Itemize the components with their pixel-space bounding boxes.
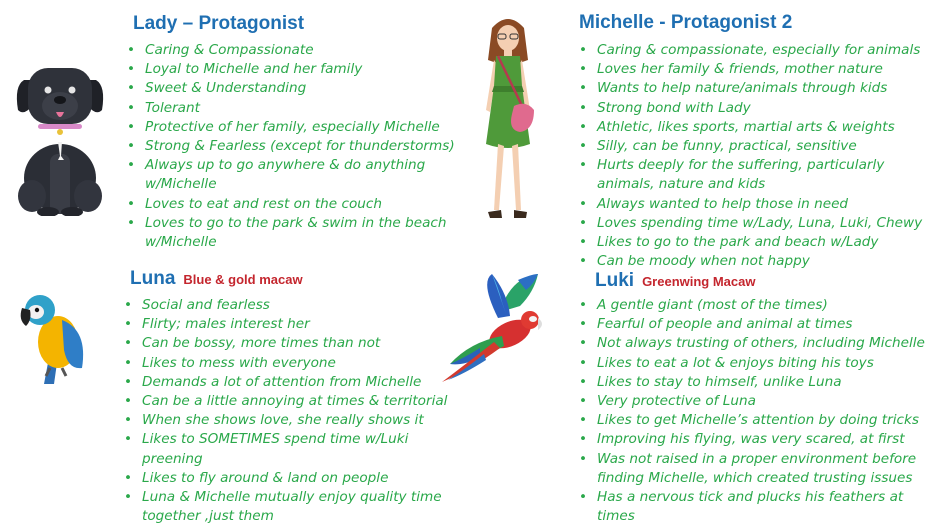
michelle-trait-item: • Strong bond with Lady: [579, 99, 934, 118]
luki-trait-item: • Improving his flying, was very scared, at first: [579, 430, 934, 449]
luna-trait-item: • When she shows love, she really shows it: [124, 411, 466, 430]
luna-trait-list: [124, 296, 466, 526]
luna-trait-item: • Demands a lot of attention from Michelle: [124, 373, 466, 392]
michelle-trait-list: [579, 41, 934, 271]
luna-trait-item: • Can be a little annoying at times & territorial: [124, 392, 466, 411]
michelle-trait-item: • Loves spending time w/Lady, Luna, Luki, Chewy: [579, 214, 934, 233]
lady-trait-item: • Protective of her family, especially Michelle: [127, 118, 462, 137]
michelle-title: Michelle - Protagonist 2: [579, 12, 793, 33]
luna-trait-item: • Luna & Michelle mutually enjoy quality time together ,just them: [124, 488, 466, 526]
luna-trait-item: • Likes to SOMETIMES spend time w/Luki preening: [124, 430, 466, 468]
michelle-trait-item: • Likes to go to the park and beach w/Lady: [579, 233, 934, 252]
dog-icon: [12, 66, 108, 216]
luna-trait-item: • Likes to fly around & land on people: [124, 469, 466, 488]
luki-trait-item: • Likes to eat a lot & enjoys biting his toys: [579, 354, 934, 373]
lady-trait-item: • Sweet & Understanding: [127, 79, 462, 98]
luki-trait-item: • Not always trusting of others, including Michelle: [579, 334, 934, 353]
luki-trait-item: • Likes to stay to himself, unlike Luna: [579, 373, 934, 392]
luki-trait-item: • Very protective of Luna: [579, 392, 934, 411]
lady-title: Lady – Protagonist: [133, 13, 305, 34]
lady-trait-list: [127, 41, 462, 252]
luki-name: Luki: [595, 270, 635, 291]
luna-title: [130, 268, 303, 290]
michelle-trait-item: • Loves her family & friends, mother nature: [579, 60, 934, 79]
luki-trait-item: • Fearful of people and animal at times: [579, 315, 934, 334]
michelle-trait-item: • Caring & compassionate, especially for animals: [579, 41, 934, 60]
luki-species: Greenwing Macaw: [642, 274, 756, 289]
michelle-trait-item: • Wants to help nature/animals through kids: [579, 79, 934, 98]
lady-trait-item: • Caring & Compassionate: [127, 41, 462, 60]
greenwing-macaw-icon: [440, 272, 570, 384]
michelle-trait-item: • Always wanted to help those in need: [579, 195, 934, 214]
luna-trait-item: • Social and fearless: [124, 296, 466, 315]
luna-name: Luna: [130, 268, 176, 289]
luna-trait-item: • Likes to mess with everyone: [124, 354, 466, 373]
michelle-trait-item: • Can be moody when not happy: [579, 252, 934, 271]
lady-trait-item: • Always up to go anywhere & do anything w/Michelle: [127, 156, 462, 194]
michelle-trait-item: • Silly, can be funny, practical, sensitive: [579, 137, 934, 156]
lady-trait-item: • Tolerant: [127, 99, 462, 118]
luki-title: [595, 270, 755, 292]
lady-trait-item: • Loyal to Michelle and her family: [127, 60, 462, 79]
lady-trait-item: • Loves to go to the park & swim in the beach w/Michelle: [127, 214, 462, 252]
michelle-trait-item: • Athletic, likes sports, martial arts & weights: [579, 118, 934, 137]
woman-icon: [468, 14, 548, 228]
blue-gold-macaw-icon: [16, 290, 96, 386]
luki-trait-item: • Was not raised in a proper environment before finding Michelle, which created trusting issues: [579, 450, 934, 488]
luna-species: Blue & gold macaw: [183, 272, 303, 287]
luki-trait-item: • Has a nervous tick and plucks his feathers at times: [579, 488, 934, 526]
lady-trait-item: • Loves to eat and rest on the couch: [127, 195, 462, 214]
luki-trait-item: • Likes to get Michelle’s attention by doing tricks: [579, 411, 934, 430]
luna-trait-item: • Can be bossy, more times than not: [124, 334, 466, 353]
lady-trait-item: • Strong & Fearless (except for thunderstorms): [127, 137, 462, 156]
luki-trait-list: [579, 296, 934, 526]
luna-trait-item: • Flirty; males interest her: [124, 315, 466, 334]
luki-trait-item: • A gentle giant (most of the times): [579, 296, 934, 315]
michelle-trait-item: • Hurts deeply for the suffering, particularly animals, nature and kids: [579, 156, 934, 194]
